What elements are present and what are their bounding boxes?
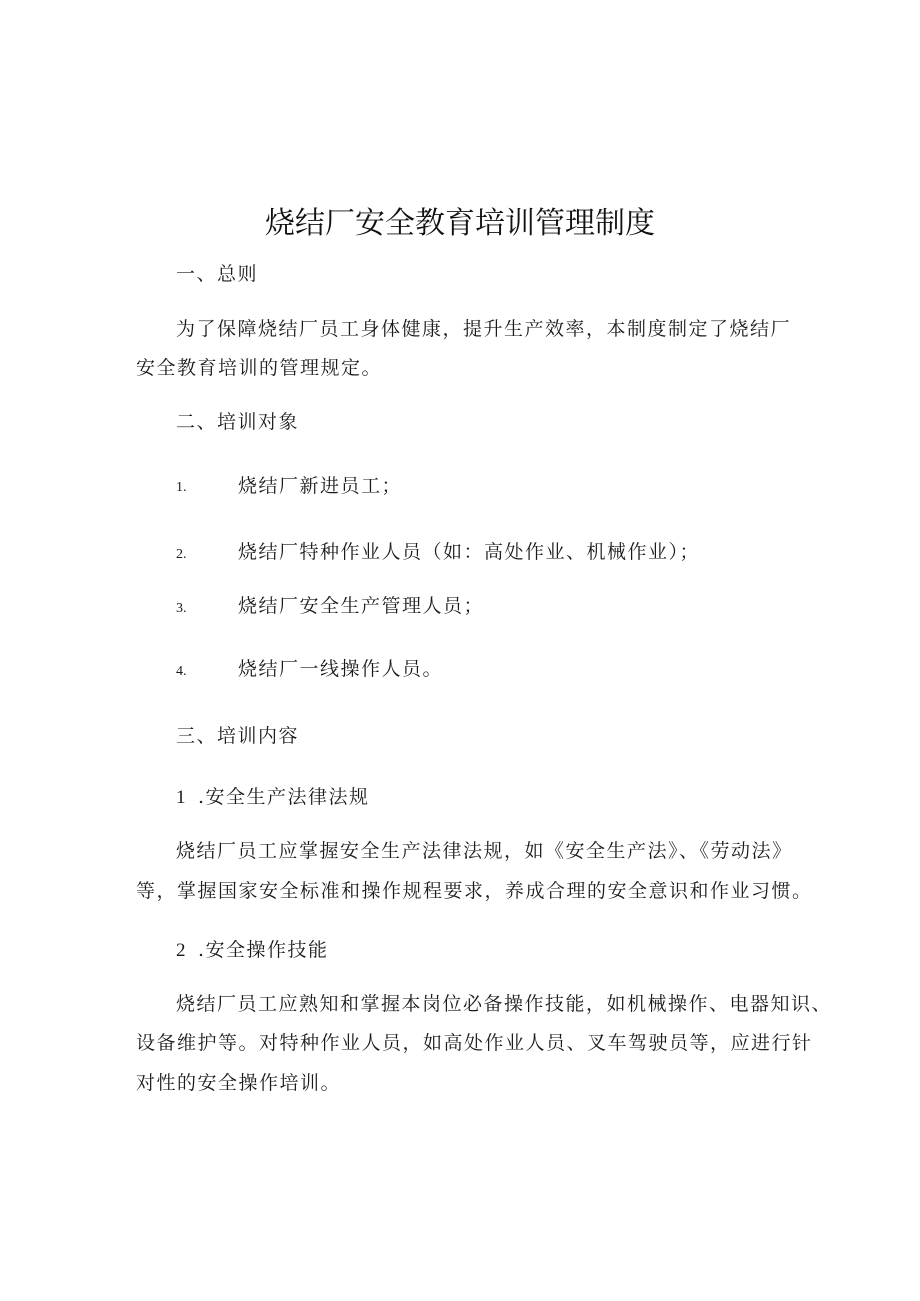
subsection-title-laws — [176, 785, 370, 810]
list-item-number: 2. — [176, 547, 187, 562]
section-heading-trainees: 二、培训对象 — [176, 411, 300, 433]
list-item-number: 4. — [176, 664, 187, 679]
subsection-title-text: .安全生产法律法规 — [198, 786, 370, 808]
section-heading-general: 一、总则 — [176, 263, 259, 285]
list-item-number: 3. — [176, 601, 187, 616]
list-item: 烧结厂安全生产管理人员； — [238, 595, 485, 617]
paragraph-line: 对性的安全操作培训。 — [136, 1072, 342, 1094]
paragraph-line: 为了保障烧结厂员工身体健康，提升生产效率，本制度制定了烧结厂 — [176, 318, 792, 340]
list-item: 烧结厂一线操作人员。 — [238, 658, 444, 680]
subsection-title-skills — [176, 938, 329, 963]
paragraph-line: 设备维护等。对特种作业人员，如高处作业人员、叉车驾驶员等，应进行针 — [136, 1032, 813, 1054]
paragraph-line: 等，掌握国家安全标准和操作规程要求，养成合理的安全意识和作业习惯。 — [136, 880, 813, 902]
section-heading-content: 三、培训内容 — [176, 725, 300, 747]
paragraph-line: 安全教育培训的管理规定。 — [136, 357, 383, 379]
list-item: 烧结厂新进员工； — [238, 475, 403, 497]
paragraph-line: 烧结厂员工应掌握安全生产法律法规，如《安全生产法》、《劳动法》 — [176, 840, 793, 862]
subsection-title-text: .安全操作技能 — [198, 939, 329, 961]
document-title: 烧结厂安全教育培训管理制度 — [265, 206, 655, 241]
list-item-number: 1. — [176, 480, 187, 495]
subsection-number: 2 — [176, 940, 187, 961]
list-item: 烧结厂特种作业人员（如：高处作业、机械作业）； — [238, 541, 701, 563]
subsection-number: 1 — [176, 787, 187, 808]
paragraph-line: 烧结厂员工应熟知和掌握本岗位必备操作技能，如机械操作、电器知识、 — [176, 993, 833, 1015]
